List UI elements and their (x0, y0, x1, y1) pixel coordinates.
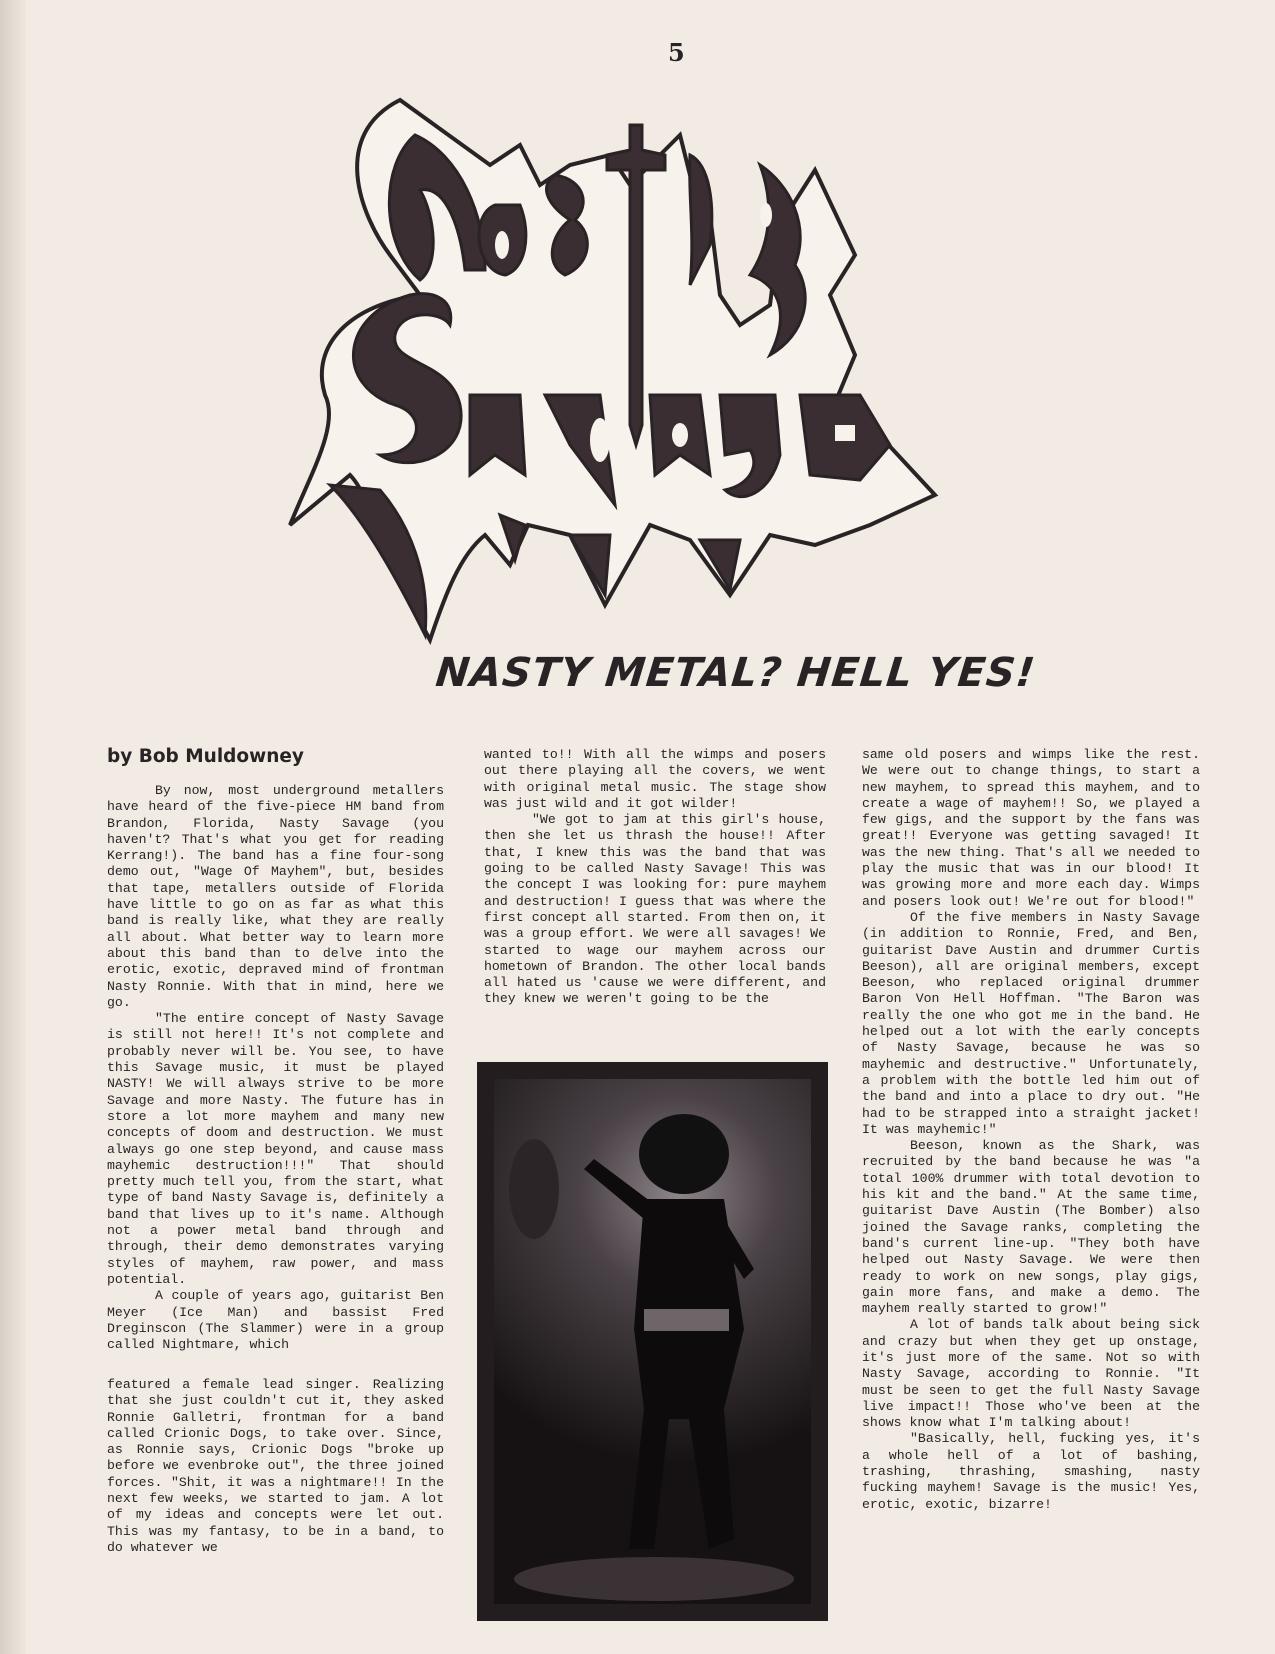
paragraph: A couple of years ago, guitarist Ben Meyer (Ice Man) and bassist Fred Dreginscon (The Slammer) were in a group called Nightmare, which (107, 1288, 444, 1353)
performer-silhouette (494, 1079, 811, 1604)
paragraph: Beeson, known as the Shark, was recruited by the band because he was "a total 100% drummer with total devotion to his kit and the band." At the same time, guitarist Dave Austin (The Bomber) also joined the Savage ranks, completing the band's current line-up. "They both have helped out Nasty Savage. We were then ready to work on new songs, play gigs, gain more fans, and make a demo. The mayhem really started to grow!" (862, 1138, 1200, 1317)
paragraph: A lot of bands talk about being sick and crazy but when they get up onstage, it's just more of the same. Not so with Nasty Savage, according to Ronnie. "It must be seen to get the full Nasty Savage live impact!! Those who've been at the shows know what I'm talking about! (862, 1317, 1200, 1431)
nasty-savage-logo (270, 95, 1038, 696)
paragraph: Of the five members in Nasty Savage (in addition to Ronnie, Fred, and Ben, guitarist Dave Austin and drummer Curtis Beeson), all are original members, except Beeson, who replaced original drummer Baron Von Hell Hoffman. "The Baron was really the one who got me in the band. He helped out a lot with the early concepts of Nasty Savage, because he was so mayhemic and destructive." Unfortunately, a problem with the bottle led him out of the band and into a place to dry out. "He had to be strapped into a straight jacket! It was mayhemic!" (862, 909, 1200, 1137)
article-column-2 (484, 747, 826, 1055)
byline: by Bob Muldowney (107, 746, 304, 767)
article-column-1-bottom (107, 1377, 444, 1609)
paragraph: wanted to!! With all the wimps and posers out there playing all the covers, we went with original metal music. The stage show was just wild and it got wilder! (484, 747, 826, 811)
paragraph: "We got to jam at this girl's house, then she let us thrash the house!! After that, I knew this was the band that was going to be called Nasty Savage! This was the concept I was looking for: pure mayhem and destruction! I guess that was where the first concept all started. From then on, it was a group effort. We were all savages! We started to wage our mayhem across our hometown of Brandon. The other local bands all hated us 'cause we were different, and they knew we weren't going to be the (484, 812, 826, 1007)
paragraph: By now, most underground metallers have heard of the five-piece HM band from Brandon, Florida, Nasty Savage (you haven't? That's what you get for reading Kerrang!). The band has a fine four-song demo out, "Wage Of Mayhem", but, besides that tape, metallers outside of Florida have little to go on as far as what this band is really like, what they are really all about. What better way to learn more about this band than to delve into the erotic, exotic, depraved mind of frontman Nasty Ronnie. With that in mind, here we go. (107, 783, 444, 1010)
paragraph: "The entire concept of Nasty Savage is still not here!! It's not complete and probably never will be. You see, to have this Savage music, it must be played NASTY! We will always strive to be more Savage and more Nasty. The future has in store a lot more mayhem and many new concepts of doom and destruction. We must always go one step beyond, and cause mass mayhemic destruction!!!" That should pretty much tell you, from the start, what type of band Nasty Savage is, definitely a band that lives up to it's name. Although not a power metal band through and through, their demo demonstrates varying styles of mayhem, raw power, and mass potential. (107, 1011, 444, 1287)
article-column-3 (862, 747, 1200, 1617)
page-edge-shadow (0, 0, 26, 1654)
paragraph: featured a female lead singer. Realizing that she just couldn't cut it, they asked Ronnie Galletri, frontman for a band called Crionic Dogs, to take over. Since, as Ronnie says, Crionic Dogs "broke up before we evenbroke out", the three joined forces. "Shit, it was a nightmare!! In the next few weeks, we started to jam. A lot of my ideas and concepts were let out. This was my fantasy, to be in a band, to do whatever we (107, 1377, 444, 1555)
article-column-1-top (107, 783, 444, 1353)
paragraph: same old posers and wimps like the rest. We were out to change things, to start a new mayhem, to spread this mayhem, and to create a wage of mayhem!! So, we played a few gigs, and the support by the fans was great!! Everyone was getting savaged! It was the new thing. That's all we needed to play the music that was in our blood! It was growing more and more each day. Wimps and posers look out! We're out for blood!" (862, 747, 1200, 909)
headline: NASTY METAL? HELL YES! (433, 650, 1038, 696)
band-photo-frame (477, 1062, 828, 1621)
band-photo (494, 1079, 811, 1604)
page-number: 5 (668, 38, 685, 67)
paragraph: "Basically, hell, fucking yes, it's a whole hell of a lot of bashing, trashing, thrashing, smashing, nasty fucking mayhem! Savage is the music! Yes, erotic, exotic, bizarre! (862, 1431, 1200, 1512)
